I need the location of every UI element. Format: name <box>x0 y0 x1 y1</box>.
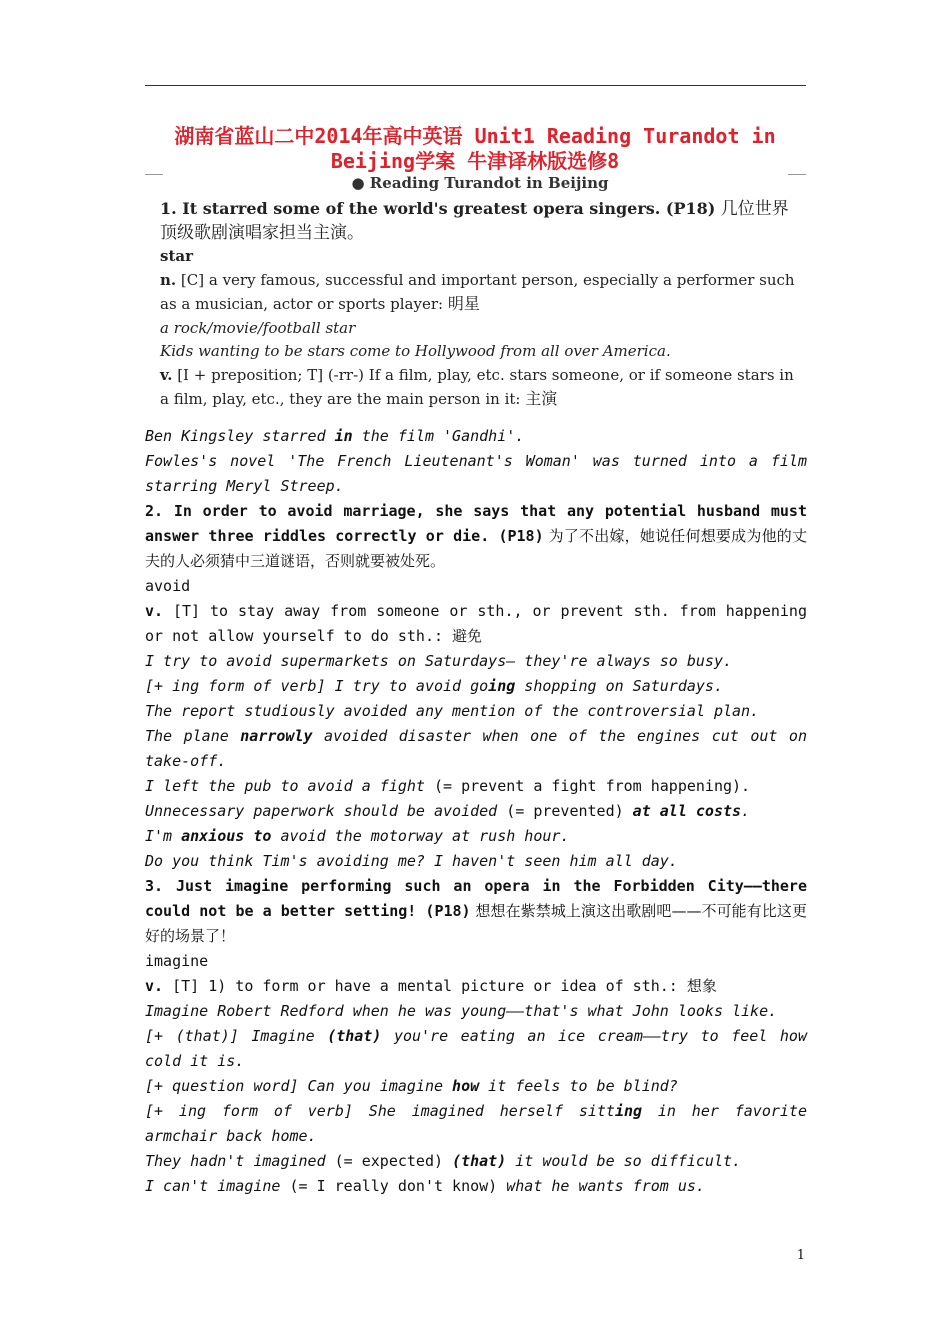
scanned-entry-block <box>160 197 800 412</box>
sentence-2: 2. In order to avoid marriage, she says that any potential husband must answer three riddles correctly or die. (P18) 为了不出嫁，她说任何想要成为他的丈夫的人必须猜中三道谜语，否则就要被处死。 <box>145 502 807 570</box>
example-line: Ben Kingsley starred in the film 'Gandhi'. <box>145 427 525 445</box>
pos-verb: v. <box>160 365 173 384</box>
star-verb-definition <box>160 364 800 412</box>
pos-noun: n. <box>160 270 177 289</box>
sentence-1-zh: 几位世界顶级歌剧演唱家担当主演。 <box>160 199 789 243</box>
star-example-2: Kids wanting to be stars come to Hollywood from all over America. <box>160 342 671 360</box>
imagine-definition: v. [T] 1) to form or have a mental picture or idea of sth.: 想象 <box>145 977 717 995</box>
sentence-1-en: 1. It starred some of the world's greatest opera singers. (P18) <box>160 199 716 218</box>
sentence-3: 3. Just imagine performing such an opera in the Forbidden City——there could not be a better setting! (P18) 想想在紫禁城上演这出歌剧吧——不可能有比这更好的场景了！ <box>145 877 807 945</box>
headword-star: star <box>160 247 193 265</box>
example-line: I left the pub to avoid a fight (= prevent a fight from happening). <box>145 777 751 795</box>
example-line: They hadn't imagined (= expected) (that) it would be so difficult. <box>145 1152 742 1170</box>
verb-zh: 主演 <box>525 389 558 408</box>
example-line: Imagine Robert Redford when he was young——that's what John looks like. <box>145 1002 778 1020</box>
noun-definition: [C] a very famous, successful and important person, especially a performer such as a musician, actor or sports player: <box>160 270 795 313</box>
example-line: [+ ing form of verb] I try to avoid going shopping on Saturdays. <box>145 677 723 695</box>
verb-definition: [I + preposition; T] (-rr-) If a film, play, etc. stars someone, or if someone stars in a film, play, etc., they are the main person in it: <box>160 365 794 408</box>
example-line: I try to avoid supermarkets on Saturdays— they're always so busy. <box>145 652 732 670</box>
star-noun-definition <box>160 269 800 317</box>
example-line: [+ (that)] Imagine (that) you're eating an ice cream——try to feel how cold it is. <box>145 1027 807 1070</box>
example-line: Do you think Tim's avoiding me? I haven't seen him all day. <box>145 852 678 870</box>
example-line: I'm anxious to avoid the motorway at rush hour. <box>145 827 570 845</box>
header-rule <box>145 85 806 86</box>
headword-imagine: imagine <box>145 952 209 970</box>
example-line: I can't imagine (= I really don't know) what he wants from us. <box>145 1177 705 1195</box>
star-example-1: a rock/movie/football star <box>160 318 356 337</box>
example-line: Unnecessary paperwork should be avoided (= prevented) at all costs. <box>145 802 751 820</box>
section-heading: ● Reading Turandot in Beijing <box>351 174 609 192</box>
sentence-1 <box>160 197 800 245</box>
noun-zh: 明星 <box>447 294 480 313</box>
avoid-definition: v. [T] to stay away from someone or sth., or prevent sth. from happening or not allow yourself to do sth.: 避免 <box>145 602 807 645</box>
example-line: [+ question word] Can you imagine how it feels to be blind? <box>145 1077 678 1095</box>
page-number: 1 <box>796 1248 805 1263</box>
example-line: The plane narrowly avoided disaster when one of the engines cut out on take-off. <box>145 727 807 770</box>
headword-avoid: avoid <box>145 577 191 595</box>
example-line: [+ ing form of verb] She imagined herself sitting in her favorite armchair back home. <box>145 1102 807 1145</box>
example-line: The report studiously avoided any mention of the controversial plan. <box>145 702 760 720</box>
document-title: 湖南省蓝山二中2014年高中英语 Unit1 Reading Turandot in Beijing学案 牛津译林版选修8 <box>174 124 776 173</box>
document-body <box>145 424 807 1199</box>
example-line: Fowles's novel 'The French Lieutenant's Woman' was turned into a film starring Meryl Streep. <box>145 452 807 495</box>
